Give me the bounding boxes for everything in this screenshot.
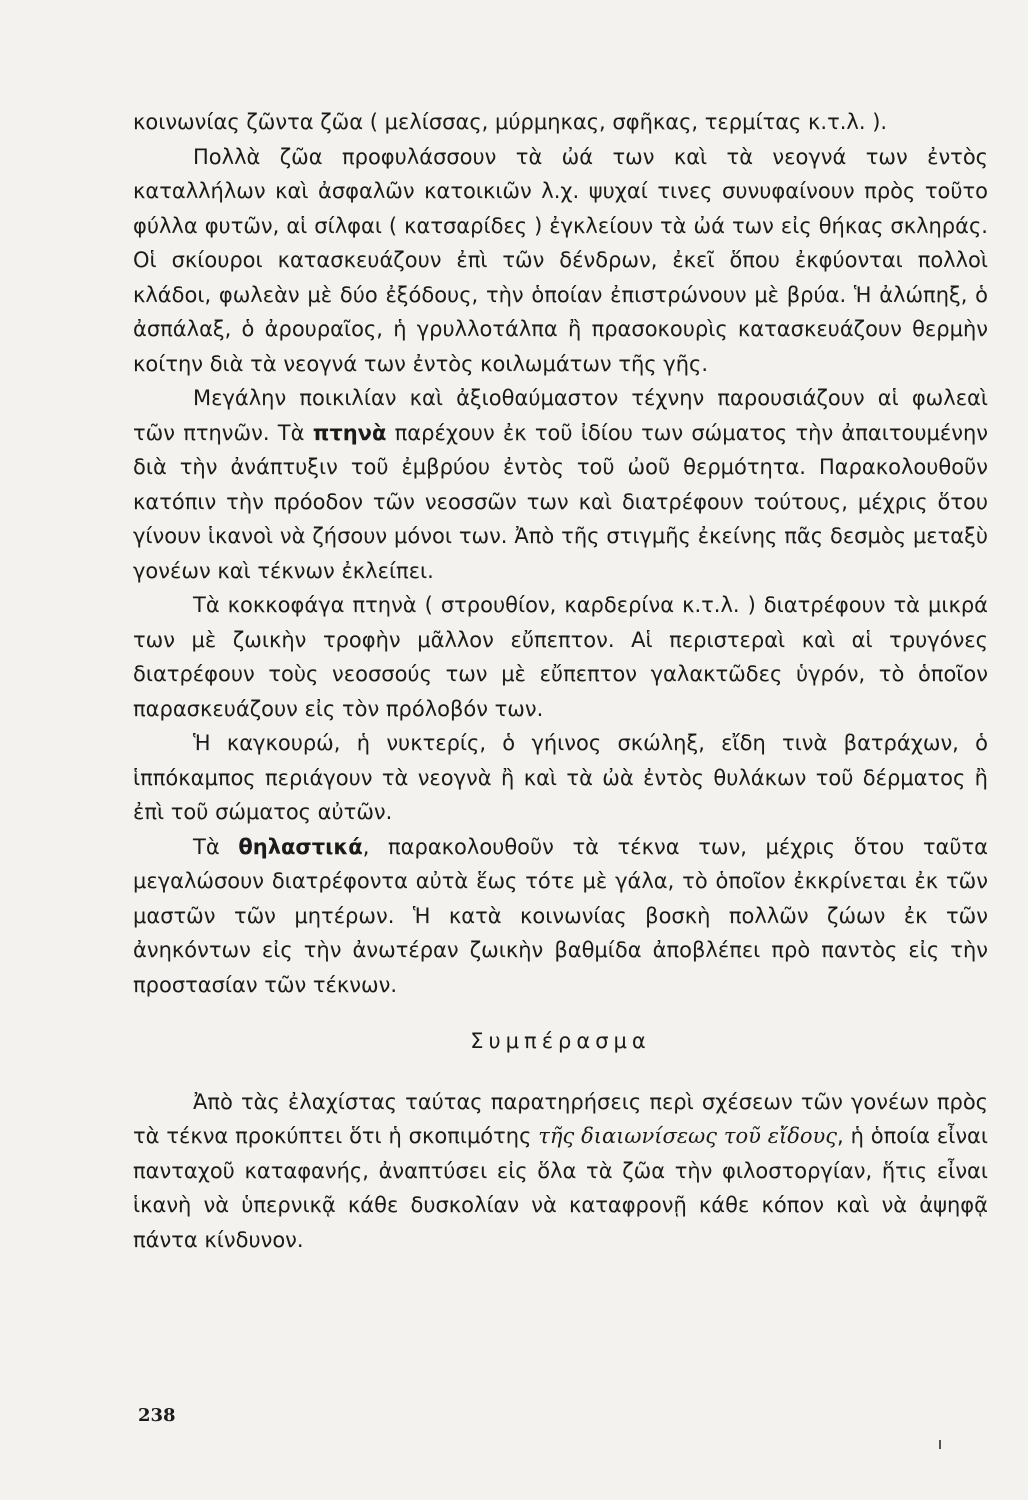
p5-text: Ἡ καγκουρώ, ἡ νυκτερίς, ὁ γήινος σκώληξ, εἴδη τινὰ βατράχων, ὁ ἱππόκαμπος περιάγουν τὰ νεογνὰ ἢ καὶ τὰ ὠὰ ἐντὸς θυλάκων τοῦ δέρματος ἢ ἐπὶ τοῦ σώματος αὐτῶν. [133, 731, 988, 824]
paragraph-5 [133, 726, 988, 830]
p2-text: Πολλὰ ζῶα προφυλάσσουν τὰ ὠά των καὶ τὰ νεογνά των ἐντὸς καταλλήλων καὶ ἀσφαλῶν κατοικιῶν λ.χ. ψυχαί τινες συνυφαίνουν πρὸς τοῦτο φύλλα φυτῶν, αἱ σίλφαι ( κατσαρίδες ) ἐγκλείουν τὰ ὠά των εἰς θήκας σκληράς. Οἱ σκίουροι κατασκευάζουν ἐπὶ τῶν δένδρων, ἐκεῖ ὅπου ἐκφύονται πολλοὶ κλάδοι, φωλεὰν μὲ δύο ἐξόδους, τὴν ὁποίαν ἐπιστρώνουν μὲ βρύα. Ἡ ἀλώπηξ, ὁ ἀσπάλαξ, ὁ ἀρουραῖος, ἡ γρυλλοτάλπα ἢ πρασοκουρὶς κατασκευάζουν θερμὴν κοίτην διὰ τὰ νεογνά των ἐντὸς κοιλωμάτων τῆς γῆς. [133, 144, 988, 376]
p6-bold-mammals: θηλαστικά [238, 834, 363, 859]
paragraph-1 [133, 105, 988, 140]
p7-text-a: Ἀπὸ τὰς ἐλαχίστας ταύτας παρατηρήσεις περὶ σχέσεων τῶν γονέων πρὸς τὰ τέκνα προκύπτει ὅτι ἡ σκοπιμότης [133, 1089, 988, 1148]
paragraph-6 [133, 830, 988, 1003]
p4-text: Τὰ κοκκοφάγα πτηνὰ ( στρουθίον, καρδερίνα κ.τ.λ. ) διατρέφουν τὰ μικρά των μὲ ζωικὴν τροφὴν μᾶλλον εὔπεπτον. Αἱ περιστεραὶ καὶ αἱ τρυγόνες διατρέφουν τοὺς νεοσσούς των μὲ εὔπεπτον γαλακτῶδες ὑγρόν, τὸ ὁποῖον παρασκευάζουν εἰς τὸν πρόλοβόν των. [133, 593, 988, 721]
p7-italic-phrase: τῆς διαιωνίσεως τοῦ εἴδους [538, 1124, 838, 1148]
p6-text-a: Τὰ [193, 834, 239, 859]
page-number: 238 [138, 1405, 176, 1426]
p3-bold-birds: πτηνὰ [312, 420, 387, 445]
paragraph-3 [133, 381, 988, 588]
paragraph-4 [133, 588, 988, 726]
body-text [133, 105, 988, 1257]
p7-text-b: , ἡ ὁποία εἶναι πανταχοῦ καταφανής, ἀναπτύσει εἰς ὅλα τὰ ζῶα τὴν φιλοστοργίαν, ἥτις εἶναι ἱκανὴ νὰ ὑπερνικᾷ κάθε δυσκολίαν νὰ καταφρονῇ κάθε κόπον καὶ νὰ ἀψηφᾷ πάντα κίνδυνον. [133, 1124, 988, 1252]
section-heading: Συμπέρασμα [470, 1029, 651, 1053]
p1-text: κοινωνίας ζῶντα ζῶα ( μελίσσας, μύρμηκας, σφῆκας, τερμίτας κ.τ.λ. ). [133, 110, 888, 134]
paragraph-2 [133, 140, 988, 382]
p6-text-b: , παρακολουθοῦν τὰ τέκνα των, μέχρις ὅτου ταῦτα μεγαλώσουν διατρέφοντα αὐτὰ ἕως τότε μὲ γάλα, τὸ ὁποῖον ἐκκρίνεται ἐκ τῶν μαστῶν τῶν μητέρων. Ἡ κατὰ κοινωνίας βοσκὴ πολλῶν ζώων ἐκ τῶν ἀνηκόντων εἰς τὴν ἀνωτέραν ζωικὴν βαθμίδα ἀποβλέπει πρὸ παντὸς εἰς τὴν προστασίαν τῶν τέκνων. [133, 834, 988, 997]
print-mark [939, 1440, 941, 1449]
paragraph-conclusion [133, 1085, 988, 1258]
p3-text-b: παρέχουν ἐκ τοῦ ἰδίου των σώματος τὴν ἀπαιτουμένην διὰ τὴν ἀνάπτυξιν τοῦ ἐμβρύου ἐντὸς τοῦ ὠοῦ θερμότητα. Παρακολουθοῦν κατόπιν τὴν πρόοδον τῶν νεοσσῶν των καὶ διατρέφουν τούτους, μέχρις ὅτου γίνουν ἱκανοὶ νὰ ζήσουν μόνοι των. Ἀπὸ τῆς στιγμῆς ἐκείνης πᾶς δεσμὸς μεταξὺ γονέων καὶ τέκνων ἐκλείπει. [133, 420, 988, 583]
p3-text-a: Μεγάλην ποικιλίαν καὶ ἀξιοθαύμαστον τέχνην παρουσιάζουν αἱ φωλεαὶ τῶν πτηνῶν. Τὰ [133, 386, 988, 445]
